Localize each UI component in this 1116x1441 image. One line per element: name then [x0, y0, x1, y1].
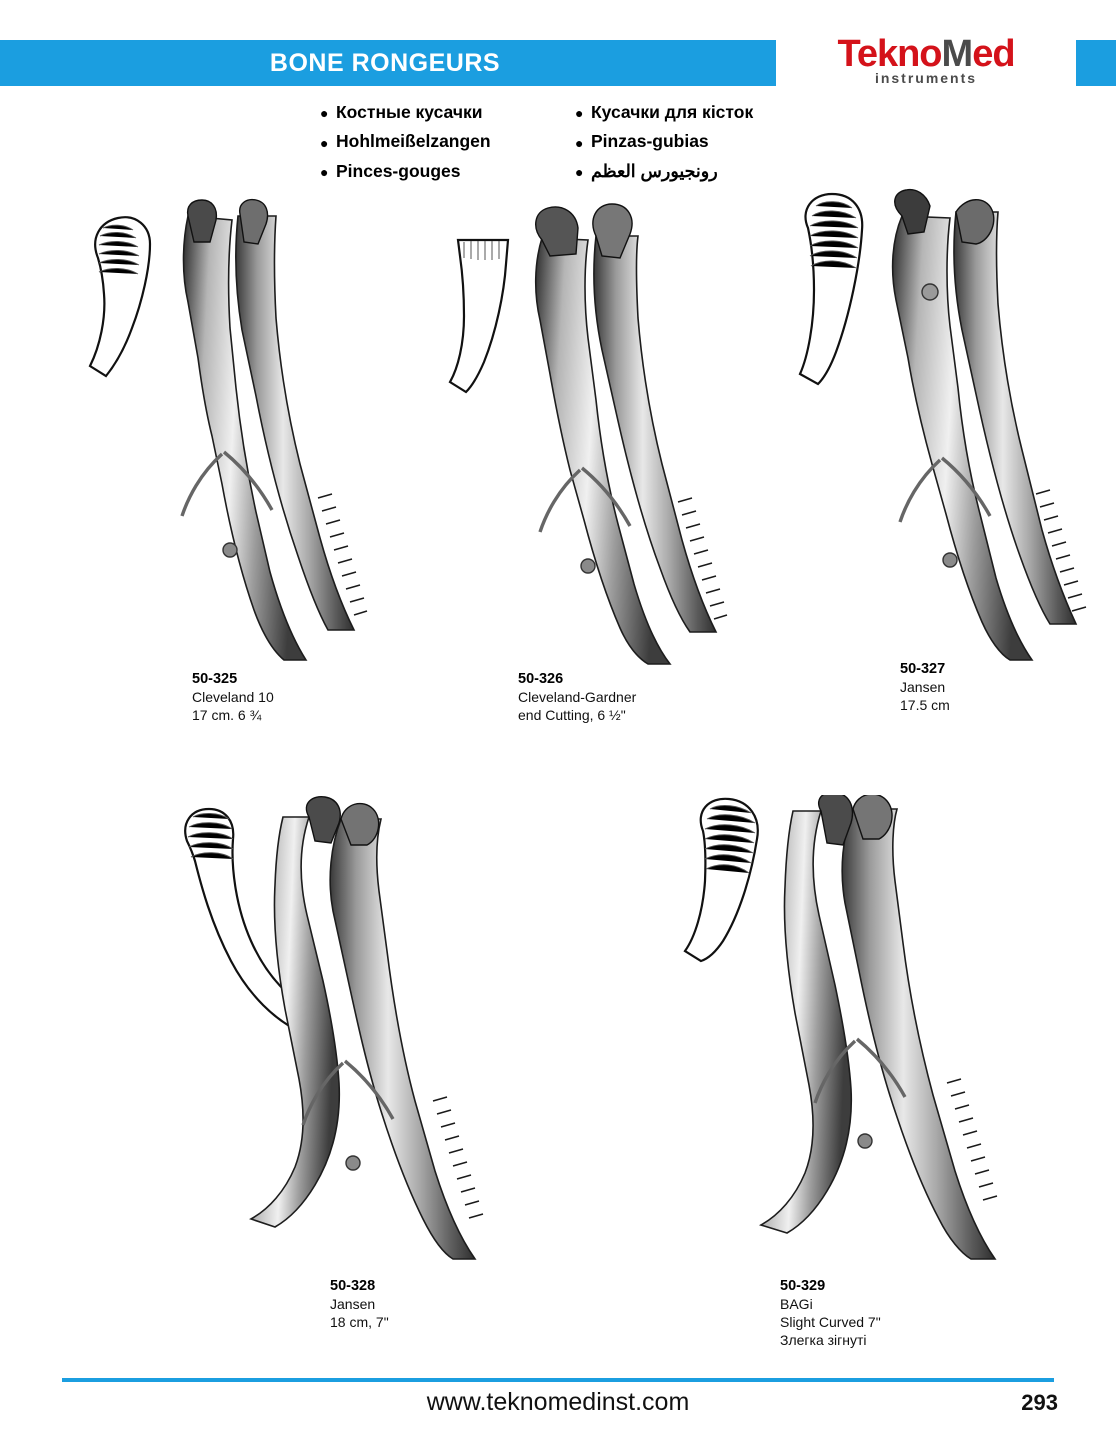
- language-label: Костные кусачки: [336, 102, 483, 122]
- product-size: end Cutting, 6 ½": [518, 707, 626, 723]
- product-code: 50-325: [192, 671, 238, 687]
- bullet-icon: ●: [320, 164, 329, 181]
- rongeur-body: [182, 200, 367, 660]
- product-image-50-328: [175, 795, 495, 1265]
- page-title: BONE RONGEURS: [269, 49, 501, 77]
- jaw-detail-outline: [685, 799, 758, 961]
- rongeur-body: [893, 190, 1086, 660]
- language-item: [320, 127, 575, 156]
- product-image-50-325: [70, 198, 370, 668]
- product-name: Jansen: [330, 1296, 376, 1312]
- rongeur-body: [251, 797, 483, 1259]
- product-image-50-327: [790, 188, 1090, 668]
- logo-wordmark: [776, 34, 1076, 74]
- language-label: Pinces-gouges: [336, 160, 461, 181]
- language-label: Кусачки для кісток: [591, 102, 754, 122]
- product-code: 50-326: [518, 671, 564, 687]
- bullet-icon: ●: [575, 105, 584, 122]
- product-caption-50-328: [330, 1277, 389, 1331]
- jaw-detail-outline: [450, 240, 508, 392]
- language-item: [320, 98, 575, 127]
- product-row-bottom: [0, 795, 1116, 1348]
- language-label: Pinzas-gubias: [591, 131, 709, 152]
- footer-divider: [62, 1378, 1054, 1382]
- language-column-left: [320, 98, 575, 186]
- language-item: [575, 127, 875, 156]
- product-caption-50-327: [900, 660, 950, 714]
- product-card-50-329: [675, 795, 1015, 1348]
- logo-part-m: M: [941, 33, 973, 75]
- product-name: Jansen: [900, 679, 946, 695]
- language-label: Hohlmeißelzangen: [336, 131, 491, 152]
- product-code: 50-327: [900, 661, 946, 677]
- product-code: 50-329: [780, 1278, 826, 1294]
- footer-website: www.teknomedinst.com: [426, 1388, 690, 1416]
- product-extra: Злегка зігнуті: [780, 1332, 867, 1348]
- product-card-50-325: [70, 198, 370, 723]
- product-caption-50-326: [518, 670, 636, 724]
- language-item: [320, 157, 575, 186]
- product-name: Cleveland 10: [192, 689, 274, 705]
- rongeur-body: [536, 204, 727, 664]
- language-item: [575, 98, 875, 127]
- bullet-icon: ●: [575, 164, 584, 181]
- product-size: 17.5 cm: [900, 697, 950, 713]
- language-label: رونجيورس العظم: [591, 160, 718, 181]
- product-size: 18 cm, 7": [330, 1314, 389, 1330]
- rongeur-body: [761, 795, 997, 1259]
- bullet-icon: ●: [320, 134, 329, 151]
- product-name: Cleveland-Gardner: [518, 689, 637, 705]
- product-size: 17 cm. 6 ¾: [192, 707, 262, 723]
- bullet-icon: ●: [575, 134, 584, 151]
- product-code: 50-328: [330, 1278, 376, 1294]
- logo-subtitle: instruments: [874, 70, 978, 86]
- product-caption-50-325: [192, 670, 274, 724]
- logo-part-tekno: Tekno: [837, 33, 942, 75]
- jaw-detail-outline: [90, 217, 150, 376]
- product-row-top: [0, 198, 1116, 738]
- product-caption-50-329: [780, 1277, 881, 1349]
- logo-part-ed: ed: [972, 33, 1015, 75]
- language-item: [575, 157, 875, 186]
- language-column-right: [575, 98, 875, 186]
- language-list: [320, 98, 880, 186]
- product-image-50-329: [675, 795, 1015, 1265]
- product-name: BAGi: [780, 1296, 813, 1312]
- page-number: 293: [1021, 1390, 1058, 1415]
- bullet-icon: ●: [320, 105, 329, 122]
- product-card-50-328: [175, 795, 495, 1330]
- product-size: Slight Curved 7": [780, 1314, 881, 1330]
- brand-logo: [776, 34, 1076, 92]
- product-image-50-326: [430, 198, 730, 668]
- product-card-50-327: [790, 188, 1090, 713]
- product-card-50-326: [430, 198, 730, 723]
